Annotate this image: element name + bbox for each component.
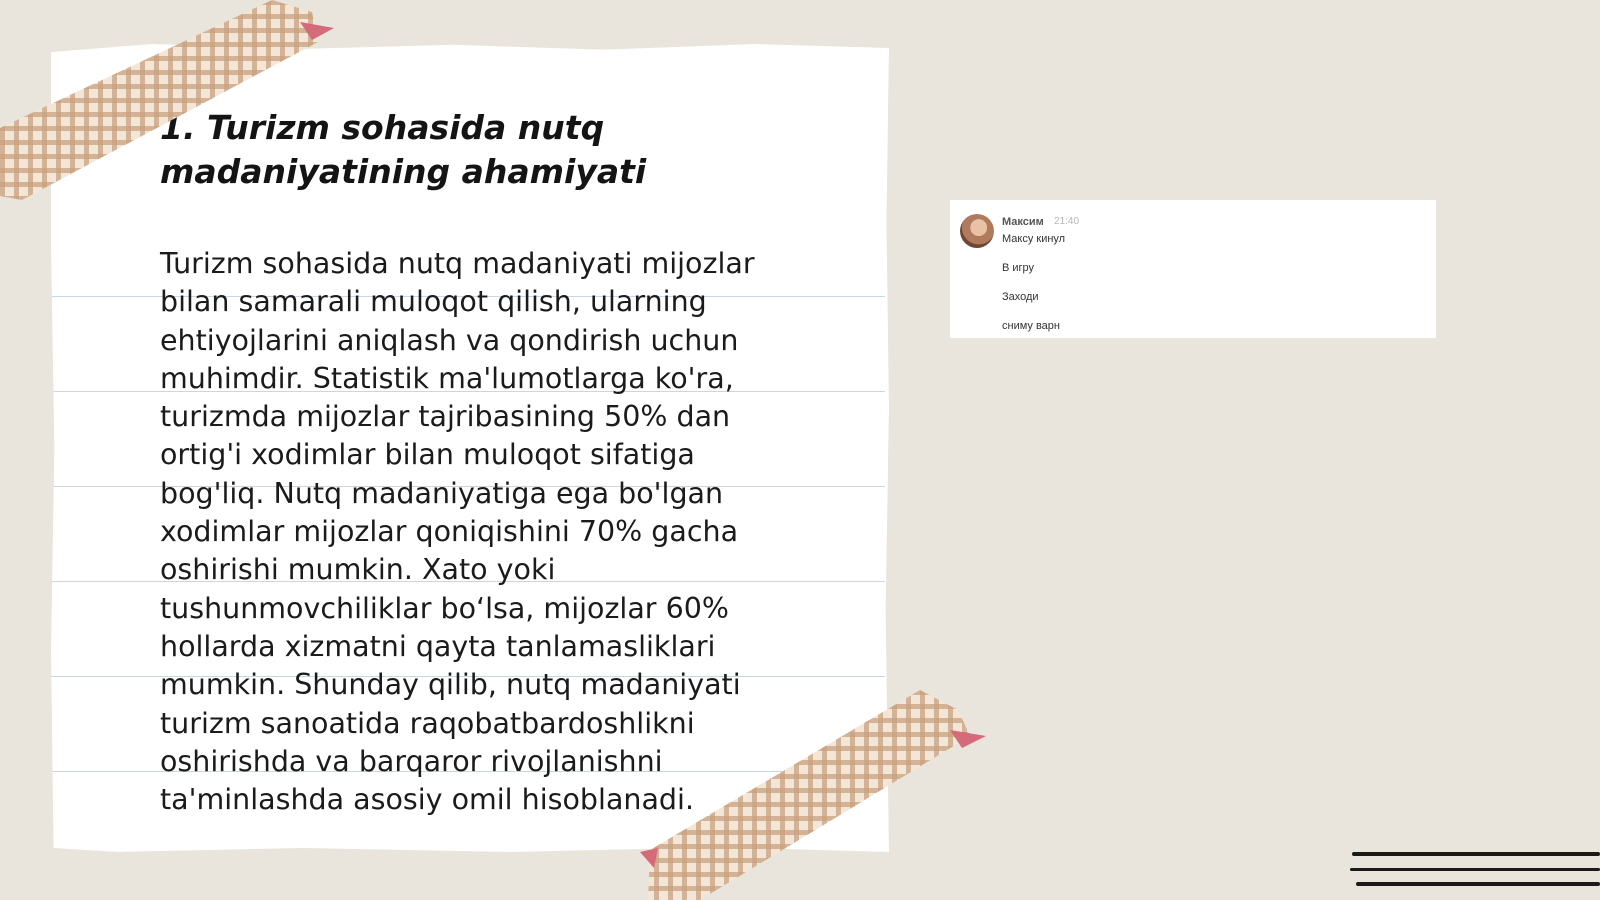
avatar xyxy=(960,214,994,248)
chat-message: В игру xyxy=(1002,262,1035,274)
decorative-brush-stroke xyxy=(1350,868,1600,871)
decorative-brush-stroke xyxy=(1352,852,1600,856)
chat-message: сниму варн xyxy=(1002,320,1060,332)
washi-tape-bottom xyxy=(640,690,990,900)
washi-tape-top-left xyxy=(0,0,340,210)
slide-title: 1. Turizm sohasida nutq madaniyatining ahamiyati xyxy=(160,108,647,191)
chat-sender-name: Максим xyxy=(1002,216,1044,228)
chat-message: Максу кинул xyxy=(1002,233,1066,245)
chat-message: Заходи xyxy=(1002,291,1039,303)
decorative-brush-stroke xyxy=(1356,882,1600,886)
chat-timestamp: 21:40 xyxy=(1054,216,1080,227)
chat-screenshot xyxy=(950,200,1436,338)
slide-body-text: Turizm sohasida nutq madaniyati mijozlar bilan samarali muloqot qilish, ularning ehtiyojlarini aniqlash va qondirish uchun muhimdir. Statistik ma'lumotlarga ko'ra, turizmda mijozlar tajribasining 50% dan ortig'i xodimlar bilan muloqot sifatiga bog'liq. Nutq madaniyatiga ega bo'lgan xodimlar mijozlar qoniqishini 70% gacha oshirishi mumkin. Xato yoki tushunmovchiliklar bo‘lsa, mijozlar 60% hollarda xizmatni qayta tanlamasliklari mumkin. Shunday qilib, nutq madaniyati turizm sanoatida raqobatbardoshlikni oshirishda va barqaror rivojlanishni ta'minlashda asosiy omil hisoblanadi. xyxy=(160,247,755,817)
